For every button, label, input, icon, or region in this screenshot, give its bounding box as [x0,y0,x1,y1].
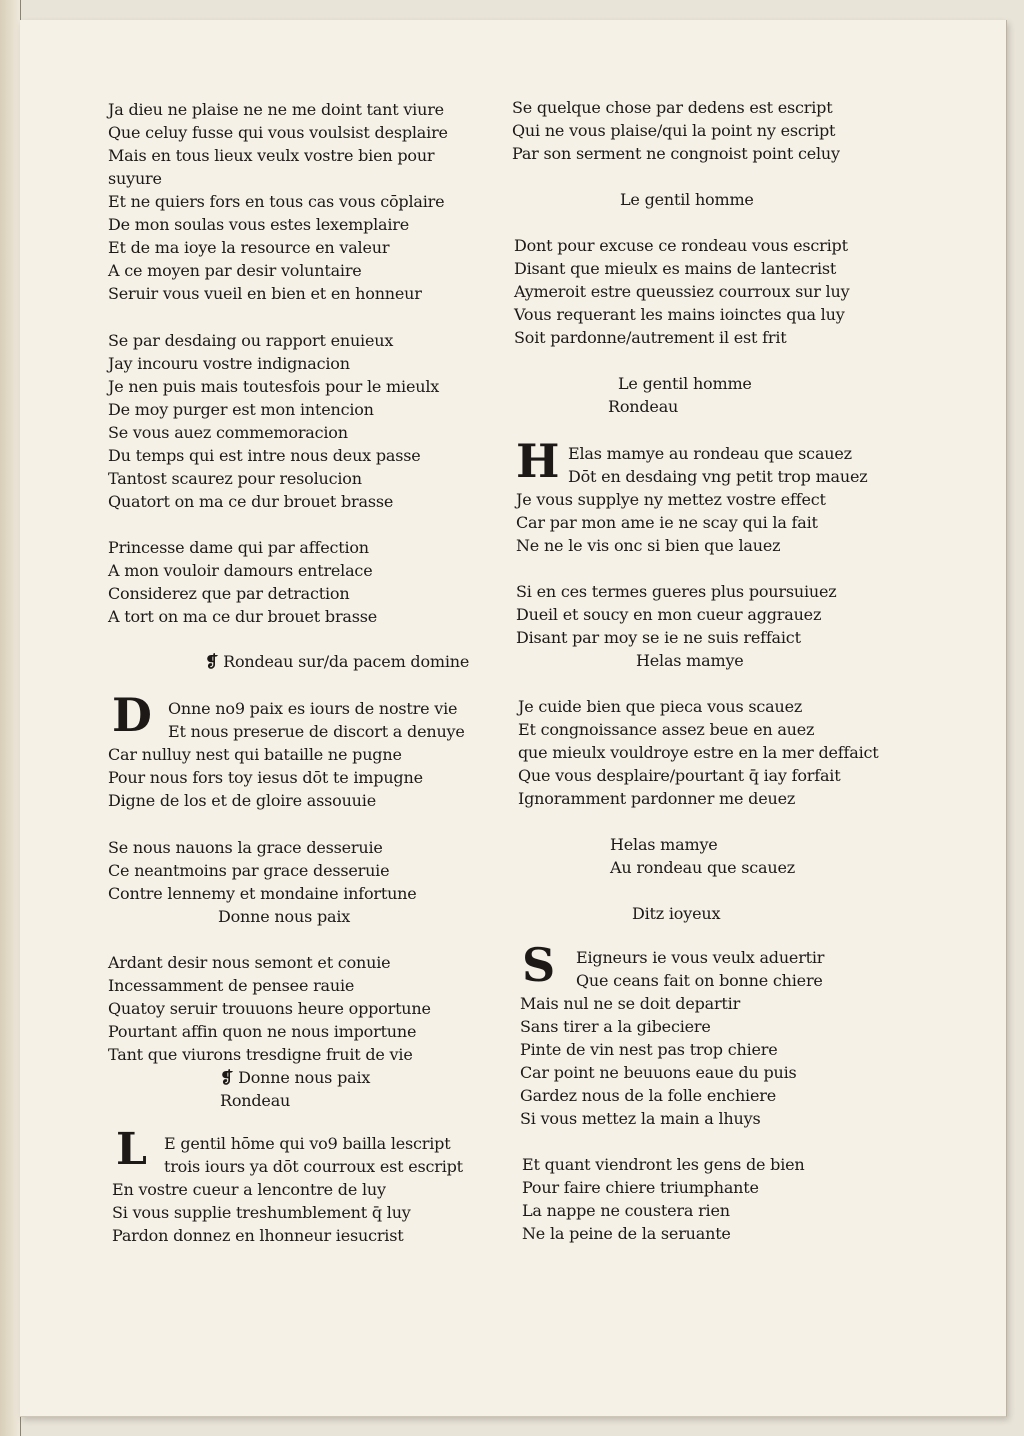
text-line: Quatoy seruir trouuons heure opportune [108,999,431,1018]
text-line: Pourtant affin quon ne nous importune [108,1022,417,1041]
text-line: Considerez que par detraction [108,584,350,603]
text-line: Dōt en desdaing vng petit trop mauez [568,467,868,486]
heading-text: Rondeau sur/da pacem domine [223,652,470,671]
text-line: Mais en tous lieux veulx vostre bien pour [108,146,435,165]
text-line: Qui ne vous plaise/qui la point ny escript [512,121,836,140]
text-line: Pour faire chiere triumphante [522,1178,759,1197]
text-line: Et ne quiers fors en tous cas vous cōplaire [108,192,445,211]
text-line: Par son serment ne congnoist point celuy [512,144,840,163]
text-line: Que celuy fusse qui vous voulsist desplaire [108,123,448,142]
text-line: Incessamment de pensee rauie [108,976,355,995]
paragraph-mark-icon: ❡ [205,652,219,671]
text-line: Ne la peine de la seruante [522,1224,731,1243]
section-heading [205,652,469,672]
text-line: Car nulluy nest qui bataille ne pugne [108,745,402,764]
refrain [220,1068,370,1088]
text-line: Je vous supplye ny mettez vostre effect [516,490,826,509]
text-line: A tort on ma ce dur brouet brasse [108,607,378,626]
text-line: Tant que viurons tresdigne fruit de vie [108,1045,413,1064]
text-line: Je cuide bien que pieca vous scauez [518,697,803,716]
text-line: Digne de los et de gloire assouuie [108,791,376,810]
text-line: Elas mamye au rondeau que scauez [568,444,852,463]
text-line: Si en ces termes gueres plus poursuiuez [516,582,837,601]
text-line: Car par mon ame ie ne scay qui la fait [516,513,818,532]
text-line: Mais nul ne se doit departir [520,994,741,1013]
text-line: Que ceans fait on bonne chiere [576,971,823,990]
previous-page-edge [0,0,21,1436]
text-line: Dont pour excuse ce rondeau vous escript [514,236,848,255]
text-line: Si vous mettez la main a lhuys [520,1109,761,1128]
text-line: Onne no9 paix es iours de nostre vie [168,699,458,718]
text-line: Pour nous fors toy iesus dōt te impugne [108,768,423,787]
paragraph-mark-icon: ❡ [220,1068,234,1087]
section-heading: Ditz ioyeux [632,904,721,923]
text-line: Disant par moy se ie ne suis reffaict [516,628,801,647]
text-line: Tantost scaurez pour resolucion [108,469,362,488]
page-leaf [20,20,1007,1417]
text-line: Ignoramment pardonner me deuez [518,789,796,808]
text-line: Car point ne beuuons eaue du puis [520,1063,797,1082]
text-line: A mon vouloir damours entrelace [108,561,373,580]
text-line: Ja dieu ne plaise ne ne me doint tant viure [108,100,444,119]
text-line: Gardez nous de la folle enchiere [520,1086,776,1105]
text-line: Se vous auez commemoracion [108,423,348,442]
section-heading: Le gentil homme [618,374,752,393]
section-heading: Rondeau [608,397,679,416]
text-line: trois iours ya dōt courroux est escript [164,1157,463,1176]
text-line: La nappe ne coustera rien [522,1201,730,1220]
text-line: Du temps qui est intre nous deux passe [108,446,421,465]
text-line: Princesse dame qui par affection [108,538,369,557]
text-line: suyure [108,169,162,188]
text-line: Quatort on ma ce dur brouet brasse [108,492,394,511]
text-line: Pinte de vin nest pas trop chiere [520,1040,778,1059]
text-line: Et nous preserue de discort a denuye [168,722,465,741]
text-line: Seruir vous vueil en bien et en honneur [108,284,422,303]
text-line: De mon soulas vous estes lexemplaire [108,215,410,234]
text-line: E gentil hōme qui vo9 bailla lescript [164,1134,451,1153]
refrain: Helas mamye [636,651,744,670]
text-line: Ardant desir nous semont et conuie [108,953,391,972]
text-line: Se par desdaing ou rapport enuieux [108,331,394,350]
text-line: Aymeroit estre queussiez courroux sur luy [514,282,850,301]
text-line: En vostre cueur a lencontre de luy [112,1180,386,1199]
text-line: Disant que mieulx es mains de lantecrist [514,259,837,278]
refrain-text: Donne nous paix [238,1068,371,1087]
text-line: Pardon donnez en lhonneur iesucrist [112,1226,404,1245]
text-line: Et de ma ioye la resource en valeur [108,238,390,257]
text-line: Je nen puis mais toutesfois pour le mieulx [108,377,440,396]
drop-initial: L [116,1124,147,1175]
text-line: Et congnoissance assez beue en auez [518,720,815,739]
text-line: Ne ne le vis onc si bien que lauez [516,536,781,555]
text-line: Vous requerant les mains ioinctes qua luy [514,305,845,324]
refrain: Au rondeau que scauez [610,858,795,877]
section-heading: Le gentil homme [620,190,754,209]
text-line: Eigneurs ie vous veulx aduertir [576,948,825,967]
text-line: Si vous supplie treshumblement q̄ luy [112,1203,411,1222]
drop-initial: H [516,434,560,488]
text-line: Ce neantmoins par grace desseruie [108,861,390,880]
text-line: De moy purger est mon intencion [108,400,374,419]
text-line: Jay incouru vostre indignacion [108,354,350,373]
text-line: Contre lennemy et mondaine infortune [108,884,417,903]
text-line: Se quelque chose par dedens est escript [512,98,833,117]
refrain: Donne nous paix [218,907,351,926]
text-line: A ce moyen par desir voluntaire [108,261,362,280]
section-heading: Rondeau [220,1091,291,1110]
refrain: Helas mamye [610,835,718,854]
text-line: que mieulx vouldroye estre en la mer deffaict [518,743,879,762]
text-line: Soit pardonne/autrement il est frit [514,328,787,347]
text-line: Sans tirer a la gibeciere [520,1017,711,1036]
text-line: Dueil et soucy en mon cueur aggrauez [516,605,822,624]
text-line: Et quant viendront les gens de bien [522,1155,805,1174]
text-line: Que vous desplaire/pourtant q̄ iay forfait [518,766,841,785]
drop-initial: D [112,688,152,742]
drop-initial: S [522,938,556,992]
text-line: Se nous nauons la grace desseruie [108,838,383,857]
